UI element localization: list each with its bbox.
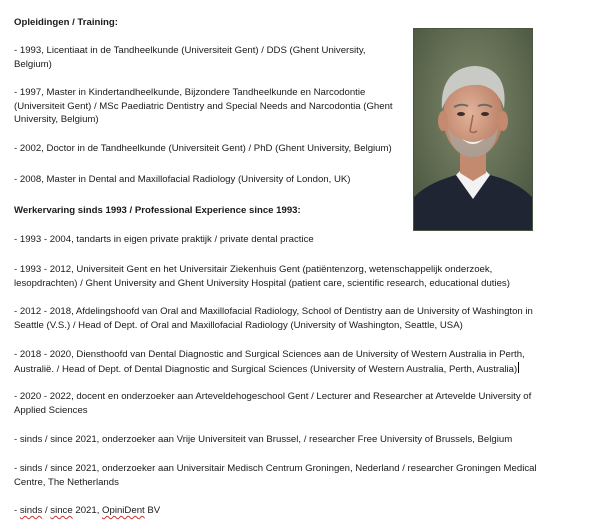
education-heading: Opleidingen / Training:: [14, 17, 118, 28]
last-item-word: since: [50, 505, 73, 516]
last-item-prefix: -: [14, 505, 20, 516]
experience-item-text: - 2018 - 2020, Diensthoofd van Dental Diagnostic and Surgical Sciences aan de University of Western Australia in Perth, Australië. / Head of Dept. of Dental Diagnostic and Surgical Sciences (University of Western Australia, Perth, Australia): [14, 349, 525, 375]
text-cursor: [518, 362, 519, 373]
education-item: - 2008, Master in Dental and Maxillofacial Radiology (University of London, UK): [14, 174, 351, 185]
education-item: - 2002, Doctor in de Tandheelkunde (Universiteit Gent) / PhD (Ghent University, Belgium): [14, 143, 392, 154]
last-item-suffix: BV: [144, 505, 161, 516]
experience-item: - 2020 - 2022, docent en onderzoeker aan Arteveldehogeschool Gent / Lecturer and Researcher at Artevelde University of Applied Sciences: [14, 391, 532, 416]
experience-item: - sinds / since 2021, onderzoeker aan Vrije Universiteit van Brussel, / researcher Free University of Brussels, Belgium: [14, 434, 513, 445]
education-item: - 1997, Master in Kindertandheelkunde, Bijzondere Tandheelkunde en Narcodontie (Universiteit Gent) / MSc Paediatric Dentistry and Special Needs and Narcodontia (Ghent University, Belgium): [14, 87, 393, 125]
experience-item: - sinds / since 2021, onderzoeker aan Universitair Medisch Centrum Groningen, Nederland / researcher Groningen Medical Centre, The Netherlands: [14, 463, 537, 488]
last-item-word: sinds: [19, 505, 43, 516]
last-item-year: 2021,: [72, 505, 103, 516]
experience-heading: Werkervaring sinds 1993 / Professional Experience since 1993:: [14, 205, 301, 216]
education-item: - 1993, Licentiaat in de Tandheelkunde (Universiteit Gent) / DDS (Ghent University, Belgium): [14, 45, 366, 70]
experience-item: - 2012 - 2018, Afdelingshoofd van Oral and Maxillofacial Radiology, School of Dentistry aan de University of Washington in Seattle (V.S.) / Head of Dept. of Oral and Maxillofacial Radiology (University of Washington, Seattle, USA): [14, 306, 533, 331]
portrait-photo: [413, 28, 533, 231]
experience-item: [14, 348, 539, 376]
last-item-company: OpiniDent: [102, 505, 145, 516]
last-item-separator: /: [42, 505, 51, 516]
experience-item: - 1993 - 2004, tandarts in eigen private praktijk / private dental practice: [14, 234, 314, 245]
experience-item-last: [14, 504, 414, 518]
experience-item: - 1993 - 2012, Universiteit Gent en het Universitair Ziekenhuis Gent (patiëntenzorg, wetenschappelijk onderzoek, lesopdrachten) / Ghent University and Ghent University Hospital (patient care, scientific research, educational duties): [14, 264, 510, 289]
portrait-image: [414, 29, 532, 230]
